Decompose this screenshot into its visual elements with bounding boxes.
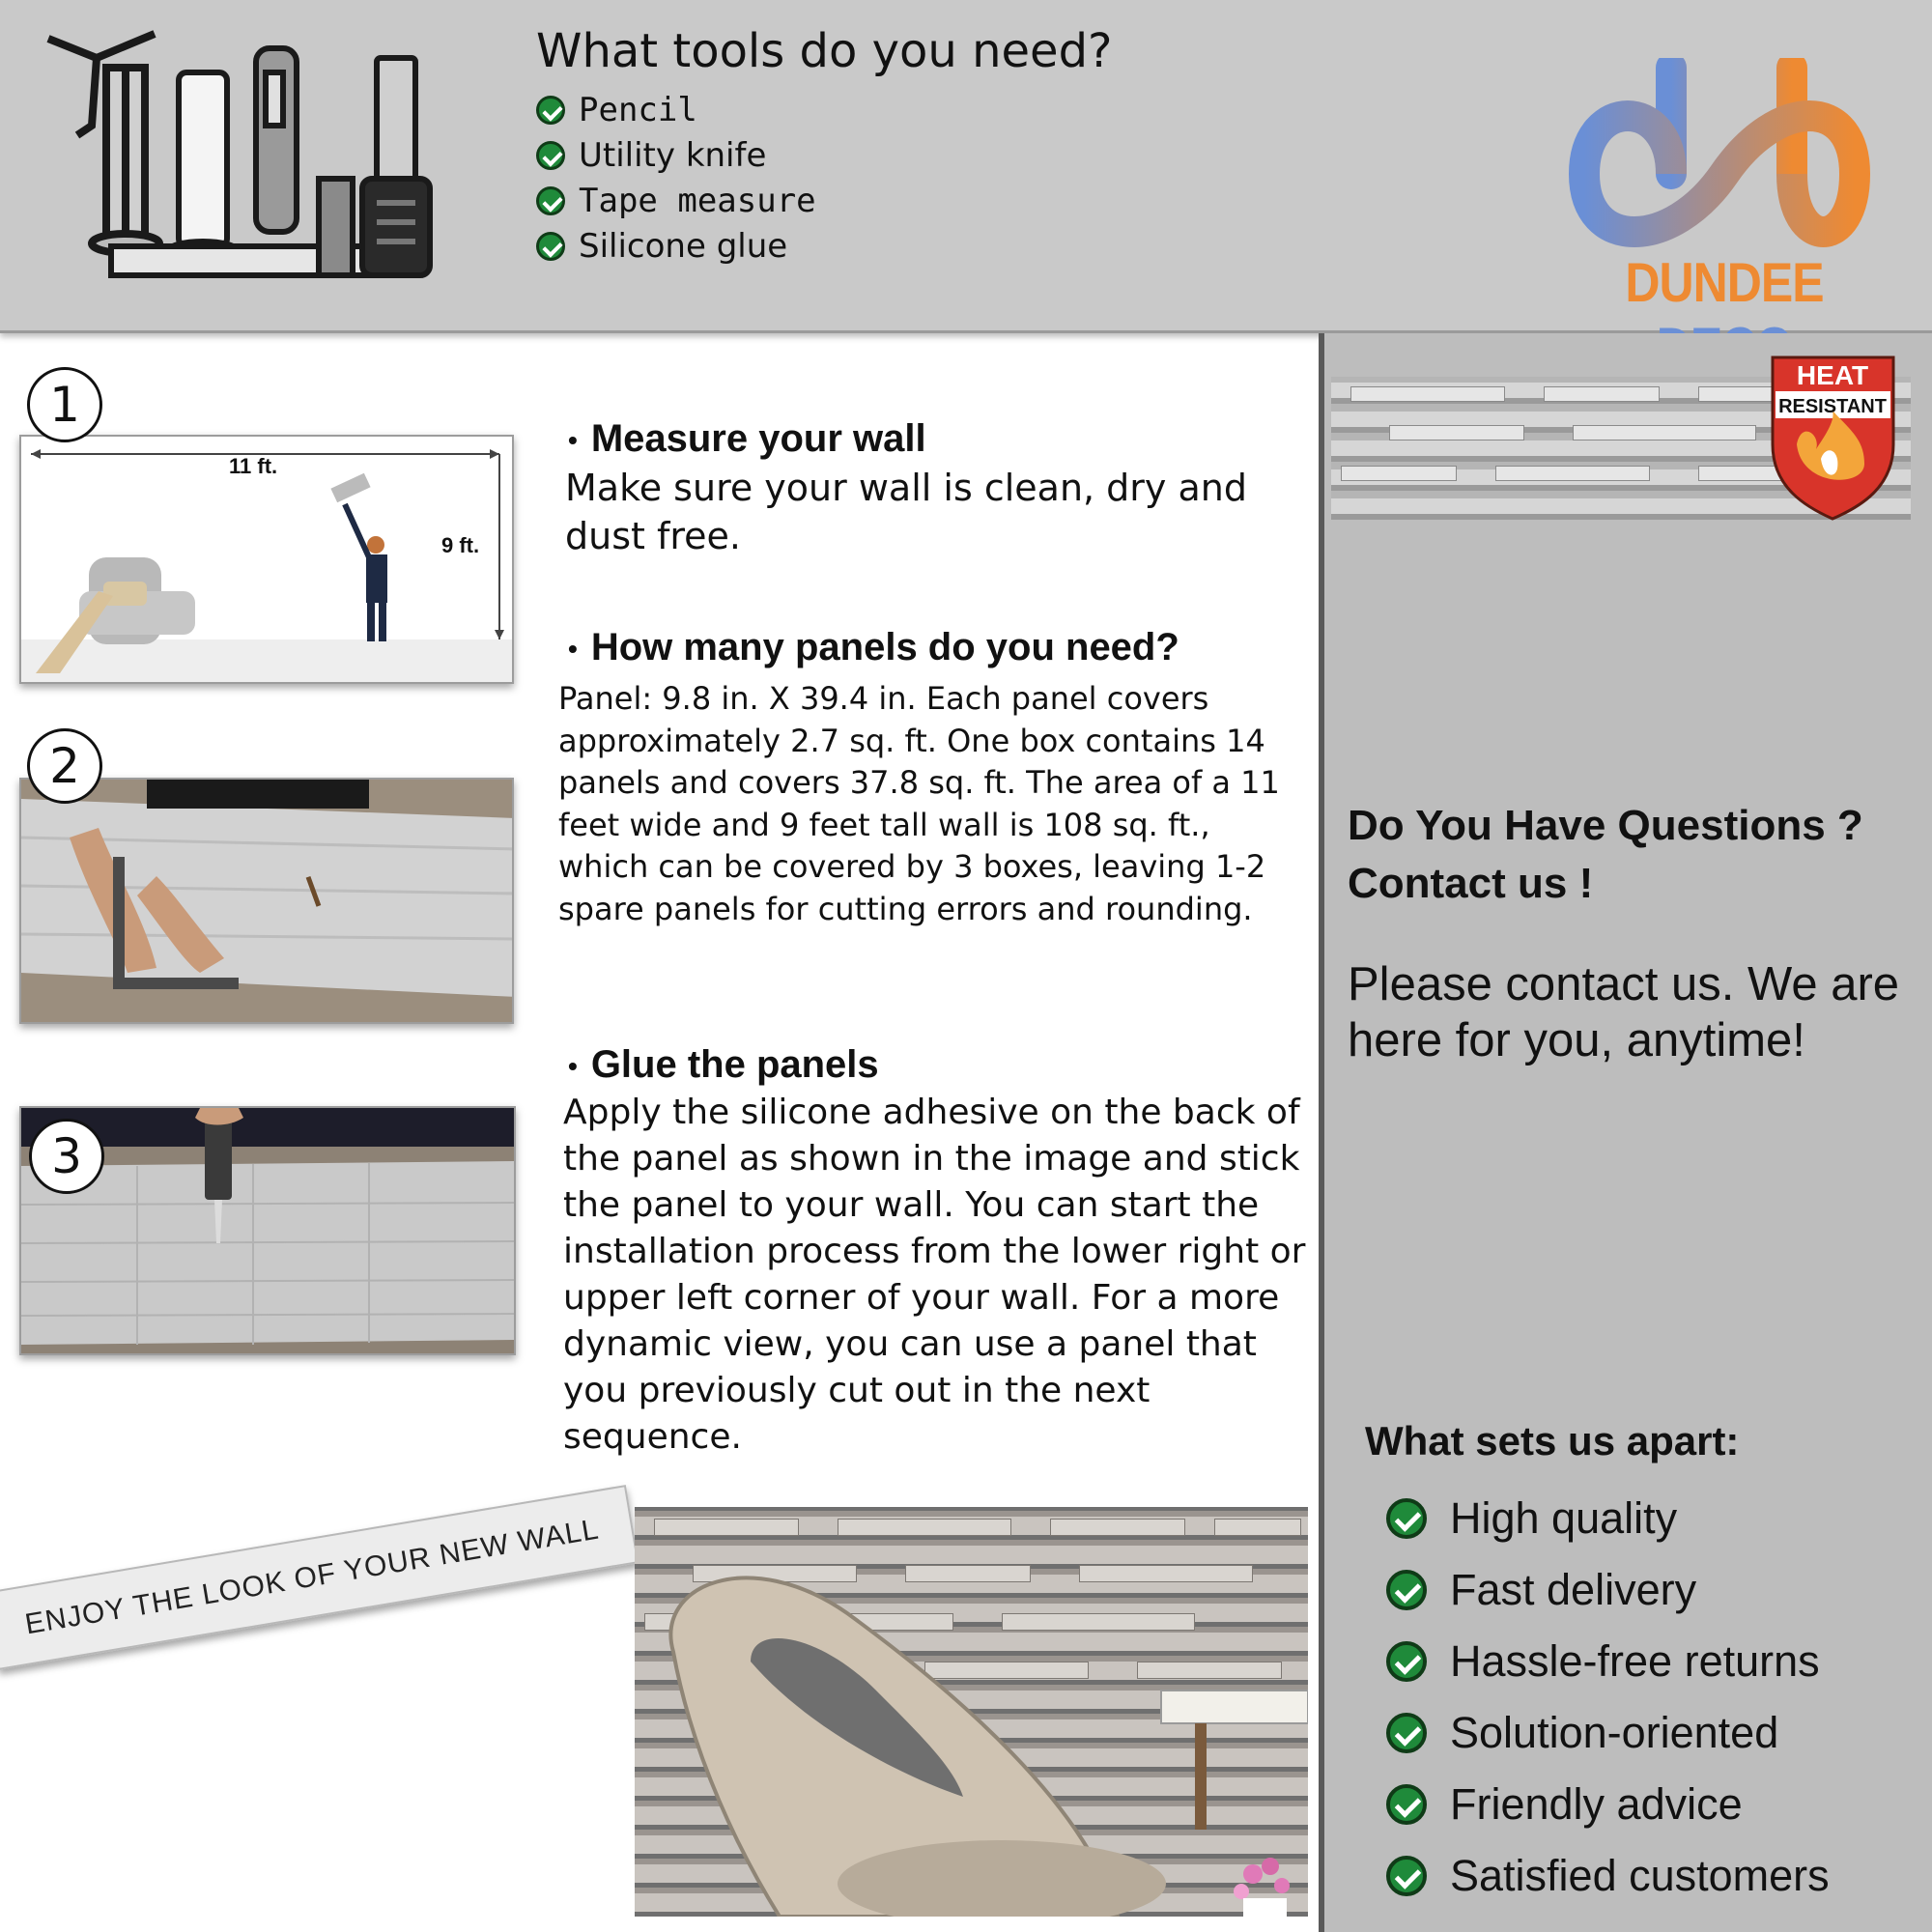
apart-title: What sets us apart: <box>1365 1418 1740 1463</box>
width-label: 11 ft. <box>229 454 278 478</box>
tape-measure-icon <box>362 58 430 275</box>
tool-item: Pencil <box>536 87 816 132</box>
step-number: 1 <box>27 367 102 442</box>
flowers-icon <box>1234 1858 1290 1917</box>
contact-text: Please contact us. We are here for you, anytime! <box>1348 958 1900 1066</box>
brick <box>1341 466 1457 481</box>
step-title: • Glue the panels <box>568 1043 879 1087</box>
check-icon <box>1386 1856 1427 1896</box>
check-icon <box>1386 1713 1427 1753</box>
step-title: • How many panels do you need? <box>568 626 1179 669</box>
step1-image <box>19 435 514 684</box>
person-icon <box>330 473 387 641</box>
tool-list <box>536 87 816 269</box>
brick <box>1544 386 1660 402</box>
brick <box>1389 425 1524 440</box>
heat-resistant-badge <box>1768 353 1898 522</box>
check-icon <box>1386 1570 1427 1610</box>
apart-item: Fast delivery <box>1386 1554 1830 1626</box>
brick <box>1573 425 1756 440</box>
finished-wall-photo <box>635 1507 1308 1917</box>
check-icon <box>536 232 565 261</box>
ruler-icon <box>111 179 382 275</box>
apart-list <box>1386 1483 1830 1912</box>
glue-tube-icon <box>205 1113 232 1200</box>
badge-top-text: HEAT <box>1796 360 1869 390</box>
apart-item: Satisfied customers <box>1386 1840 1830 1912</box>
tools-header <box>0 0 1932 333</box>
badge-bottom-text: RESISTANT <box>1778 396 1887 417</box>
apart-item: High quality <box>1386 1483 1830 1554</box>
tools-title: What tools do you need? <box>536 24 1113 78</box>
check-icon <box>1386 1641 1427 1682</box>
step-title: • Measure your wall <box>568 417 926 461</box>
enjoy-banner: ENJOY THE LOOK OF YOUR NEW WALL <box>0 1485 639 1670</box>
brick <box>1350 386 1505 402</box>
height-label: 9 ft. <box>441 533 480 557</box>
step-description: Make sure your wall is clean, dry and dust free. <box>565 467 1247 557</box>
step-description: Apply the silicone adhesive on the back of the panel as shown in the image and stick the panel to your wall. You can start the installation process from the lower right or upper left corner of your wall. For a more dynamic view, you can use a panel that you previously cut out in the next sequence. <box>563 1093 1306 1457</box>
apart-item: Hassle-free returns <box>1386 1626 1830 1697</box>
questions-heading: Do You Have Questions ? Contact us ! <box>1348 802 1863 907</box>
check-icon <box>1386 1498 1427 1539</box>
check-icon <box>536 96 565 125</box>
brick <box>1495 466 1650 481</box>
cutting-panel-photo <box>21 780 514 1024</box>
utility-knife-icon <box>256 48 297 232</box>
logo-wordmark: DUNDEE <box>1625 251 1824 314</box>
step-description: Panel: 9.8 in. X 39.4 in. Each panel covers approximately 2.7 sq. ft. One box contains 14 panels and covers 37.8 sq. ft. The area of a 11 feet wide and 9 feet tall wall is 108 sq. ft., which can be covered by 3 boxes, leaving 1-2 spare panels for cutting errors and rounding. <box>558 680 1280 927</box>
tool-item: Silicone glue <box>536 223 816 269</box>
apart-item: Solution-oriented <box>1386 1697 1830 1769</box>
caulk-gun-icon <box>48 34 159 253</box>
apart-item: Friendly advice <box>1386 1769 1830 1840</box>
check-icon <box>536 186 565 215</box>
tool-item: Utility knife <box>536 132 816 178</box>
check-icon <box>536 141 565 170</box>
tool-item: Tape measure <box>536 178 816 223</box>
silicone-tube-icon <box>168 72 238 261</box>
check-icon <box>1386 1784 1427 1825</box>
step-number: 2 <box>27 728 102 804</box>
chair-illustration <box>635 1507 1308 1917</box>
step-number: 3 <box>29 1119 104 1194</box>
step2-image <box>19 778 514 1024</box>
tools-illustration <box>39 19 435 299</box>
